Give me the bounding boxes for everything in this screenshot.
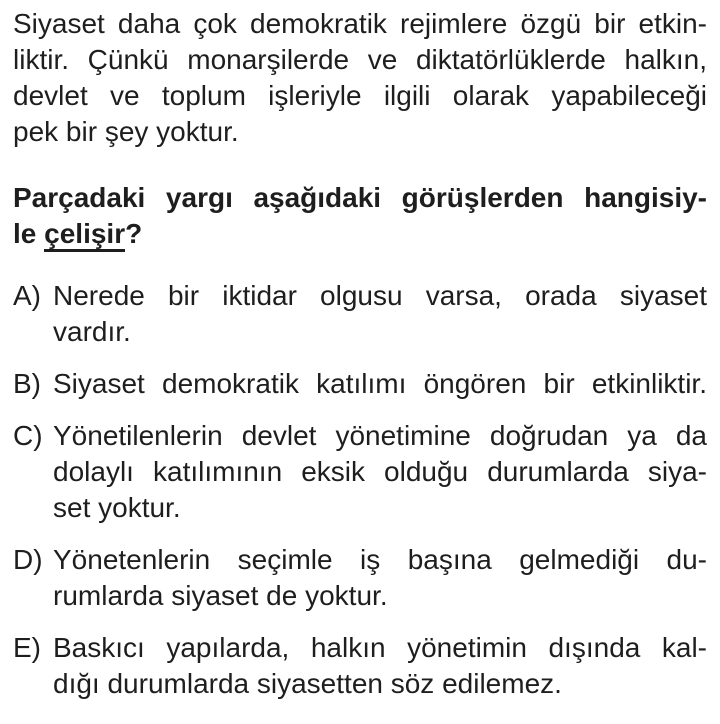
passage-line: liktir. Çünkü monarşilerde ve diktatörlüklerde halkın, bbox=[13, 44, 707, 75]
stem-line bbox=[13, 216, 707, 252]
option-line: Yönetilenlerin devlet yönetimine doğrudan ya da bbox=[53, 420, 707, 451]
option-letter: D) bbox=[13, 544, 43, 575]
option-line: Nerede bir iktidar olgusu varsa, orada siyaset bbox=[53, 280, 707, 311]
option-line: Siyaset demokratik katılımı öngören bir etkinliktir. bbox=[53, 368, 707, 399]
stem-text-pre: le bbox=[13, 218, 45, 249]
option-text bbox=[53, 418, 707, 526]
passage-line: Siyaset daha çok demokratik rejimlere özgü bir etkin- bbox=[13, 8, 707, 39]
option-line: rumlarda siyaset de yoktur. bbox=[53, 580, 388, 611]
question-stem bbox=[13, 180, 707, 252]
stem-text-post: ? bbox=[125, 218, 143, 249]
passage-line: devlet ve toplum işleriyle ilgili olarak yapabileceği bbox=[13, 80, 707, 111]
option-c bbox=[13, 418, 707, 526]
option-e bbox=[13, 630, 707, 702]
option-line: dolaylı katılımının eksik olduğu durumlarda siya- bbox=[53, 456, 707, 487]
option-letter: C) bbox=[13, 420, 43, 451]
passage-line: pek bir şey yoktur. bbox=[13, 116, 239, 147]
options-list bbox=[13, 278, 707, 702]
option-line: dığı durumlarda siyasetten söz edilemez. bbox=[53, 668, 562, 699]
option-a bbox=[13, 278, 707, 350]
option-letter: E) bbox=[13, 632, 41, 663]
option-line: Yönetenlerin seçimle iş başına gelmediği du- bbox=[53, 544, 707, 575]
option-text bbox=[53, 278, 707, 350]
stem-line: Parçadaki yargı aşağıdaki görüşlerden hangisiy- bbox=[13, 182, 707, 213]
option-b bbox=[13, 366, 707, 402]
option-text bbox=[53, 542, 707, 614]
option-d bbox=[13, 542, 707, 614]
option-text bbox=[53, 366, 707, 402]
option-text bbox=[53, 630, 707, 702]
option-letter: B) bbox=[13, 368, 41, 399]
option-line: Baskıcı yapılarda, halkın yönetimin dışında kal- bbox=[53, 632, 707, 663]
option-line: set yoktur. bbox=[53, 492, 181, 523]
passage bbox=[13, 6, 707, 150]
option-line: vardır. bbox=[53, 316, 131, 347]
underlined-word: çelişir bbox=[44, 218, 125, 252]
option-letter: A) bbox=[13, 280, 41, 311]
